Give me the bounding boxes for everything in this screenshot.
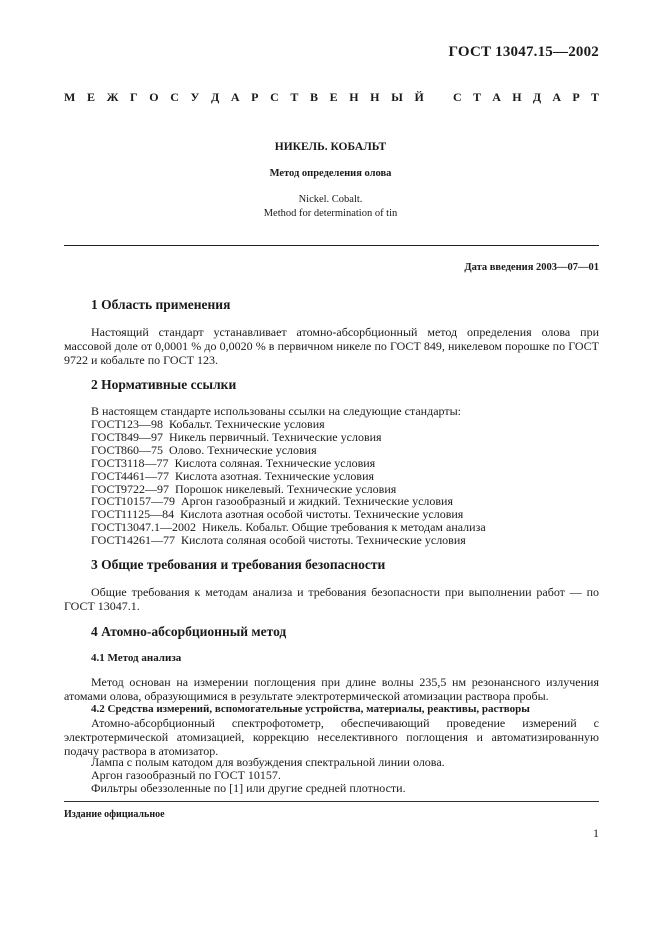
standard-type-banner <box>64 90 599 105</box>
subsection-4-2-text <box>64 716 599 758</box>
english-title-line-2: Method for determination of tin <box>263 208 398 219</box>
subsection-4-1-text <box>64 675 599 703</box>
subsection-4-2-text-content: Атомно-абсорбционный спектрофотометр, обеспечивающий проведение измерений с электротермической атомизацией, коррекцию неселективного поглощения и автоматизированную подачу раствора в атомизатор. <box>64 716 599 758</box>
reference-item: ГОСТ 9722—97 Порошок никелевый. Технические условия <box>91 481 397 496</box>
official-edition-label: Издание официальное <box>64 809 165 820</box>
reference-item: ГОСТ 860—75 Олово. Технические условия <box>91 442 317 457</box>
section-3-text-content: Общие требования к методам анализа и требования безопасности при выполнении работ — по ГОСТ 13047.1. <box>64 585 599 613</box>
reference-item: ГОСТ 4461—77 Кислота азотная. Технические условия <box>91 468 375 483</box>
equipment-item-filters <box>64 781 599 795</box>
subsection-4-1-text-content: Метод основан на измерении поглощения при длине волны 235,5 нм резонансного излучения атомами олова, образующимися в результате электротермической атомизации раствора пробы. <box>64 675 599 703</box>
document-id: ГОСТ 13047.15—2002 <box>448 44 599 60</box>
subsection-4-1-heading: 4.1 Метод анализа <box>91 652 182 664</box>
reference-item: ГОСТ 849—97 Никель первичный. Технические условия <box>91 429 382 444</box>
section-4-heading: 4 Атомно-абсорбционный метод <box>91 624 287 639</box>
equipment-item-lamp <box>64 755 599 769</box>
equipment-item-filters-text: Фильтры обеззоленные по [1] или другие средней плотности. <box>91 781 406 795</box>
section-2-intro <box>64 404 599 418</box>
equipment-item-argon-text: Аргон газообразный по ГОСТ 10157. <box>91 768 281 782</box>
reference-item: ГОСТ 123—98 Кобальт. Технические условия <box>91 417 325 431</box>
subsection-4-2-heading: 4.2 Средства измерений, вспомогательные устройства, материалы, реактивы, растворы <box>91 703 530 715</box>
english-title-line-1: Nickel. Cobalt. <box>298 194 363 205</box>
english-title <box>0 193 661 221</box>
reference-item: ГОСТ 14261—77 Кислота соляная особой чистоты. Технические условия <box>91 533 466 548</box>
equipment-item-lamp-text: Лампа с полым катодом для возбуждения спектральной линии олова. <box>91 755 445 769</box>
section-3-heading: 3 Общие требования и требования безопасности <box>91 557 386 572</box>
page-number: 1 <box>593 826 599 840</box>
section-1-text <box>64 325 599 367</box>
standard-type-word-2: С Т А Н Д А Р Т <box>453 90 599 104</box>
header-divider <box>64 245 599 246</box>
reference-item: ГОСТ 13047.1—2002 Никель. Кобальт. Общие требования к методам анализа <box>91 520 486 535</box>
section-1-heading: 1 Область применения <box>91 297 231 312</box>
standard-type-word-1: М Е Ж Г О С У Д А Р С Т В Е Н Н Ы Й <box>64 90 424 104</box>
section-2-heading: 2 Нормативные ссылки <box>91 377 237 392</box>
reference-item: ГОСТ 11125—84 Кислота азотная особой чистоты. Технические условия <box>91 507 464 522</box>
document-subtitle: Метод определения олова <box>269 168 392 179</box>
equipment-item-argon <box>64 768 599 782</box>
reference-item: ГОСТ 10157—79 Аргон газообразный и жидкий. Технические условия <box>91 494 453 509</box>
introduction-date: Дата введения 2003—07—01 <box>464 262 599 273</box>
section-1-text-content: Настоящий стандарт устанавливает атомно-абсорбционный метод определения олова при массовой доле от 0,0001 % до 0,0020 % в первичном никеле по ГОСТ 849, никелевом порошке по ГОСТ 9722 и кобальте по ГОСТ 123. <box>64 325 599 367</box>
document-title: НИКЕЛЬ. КОБАЛЬТ <box>274 141 387 153</box>
normative-references-list <box>91 418 486 547</box>
footer-divider <box>64 801 599 802</box>
section-2-intro-content: В настоящем стандарте использованы ссылки на следующие стандарты: <box>91 404 462 418</box>
section-3-text <box>64 585 599 613</box>
reference-item: ГОСТ 3118—77 Кислота соляная. Технические условия <box>91 455 376 470</box>
